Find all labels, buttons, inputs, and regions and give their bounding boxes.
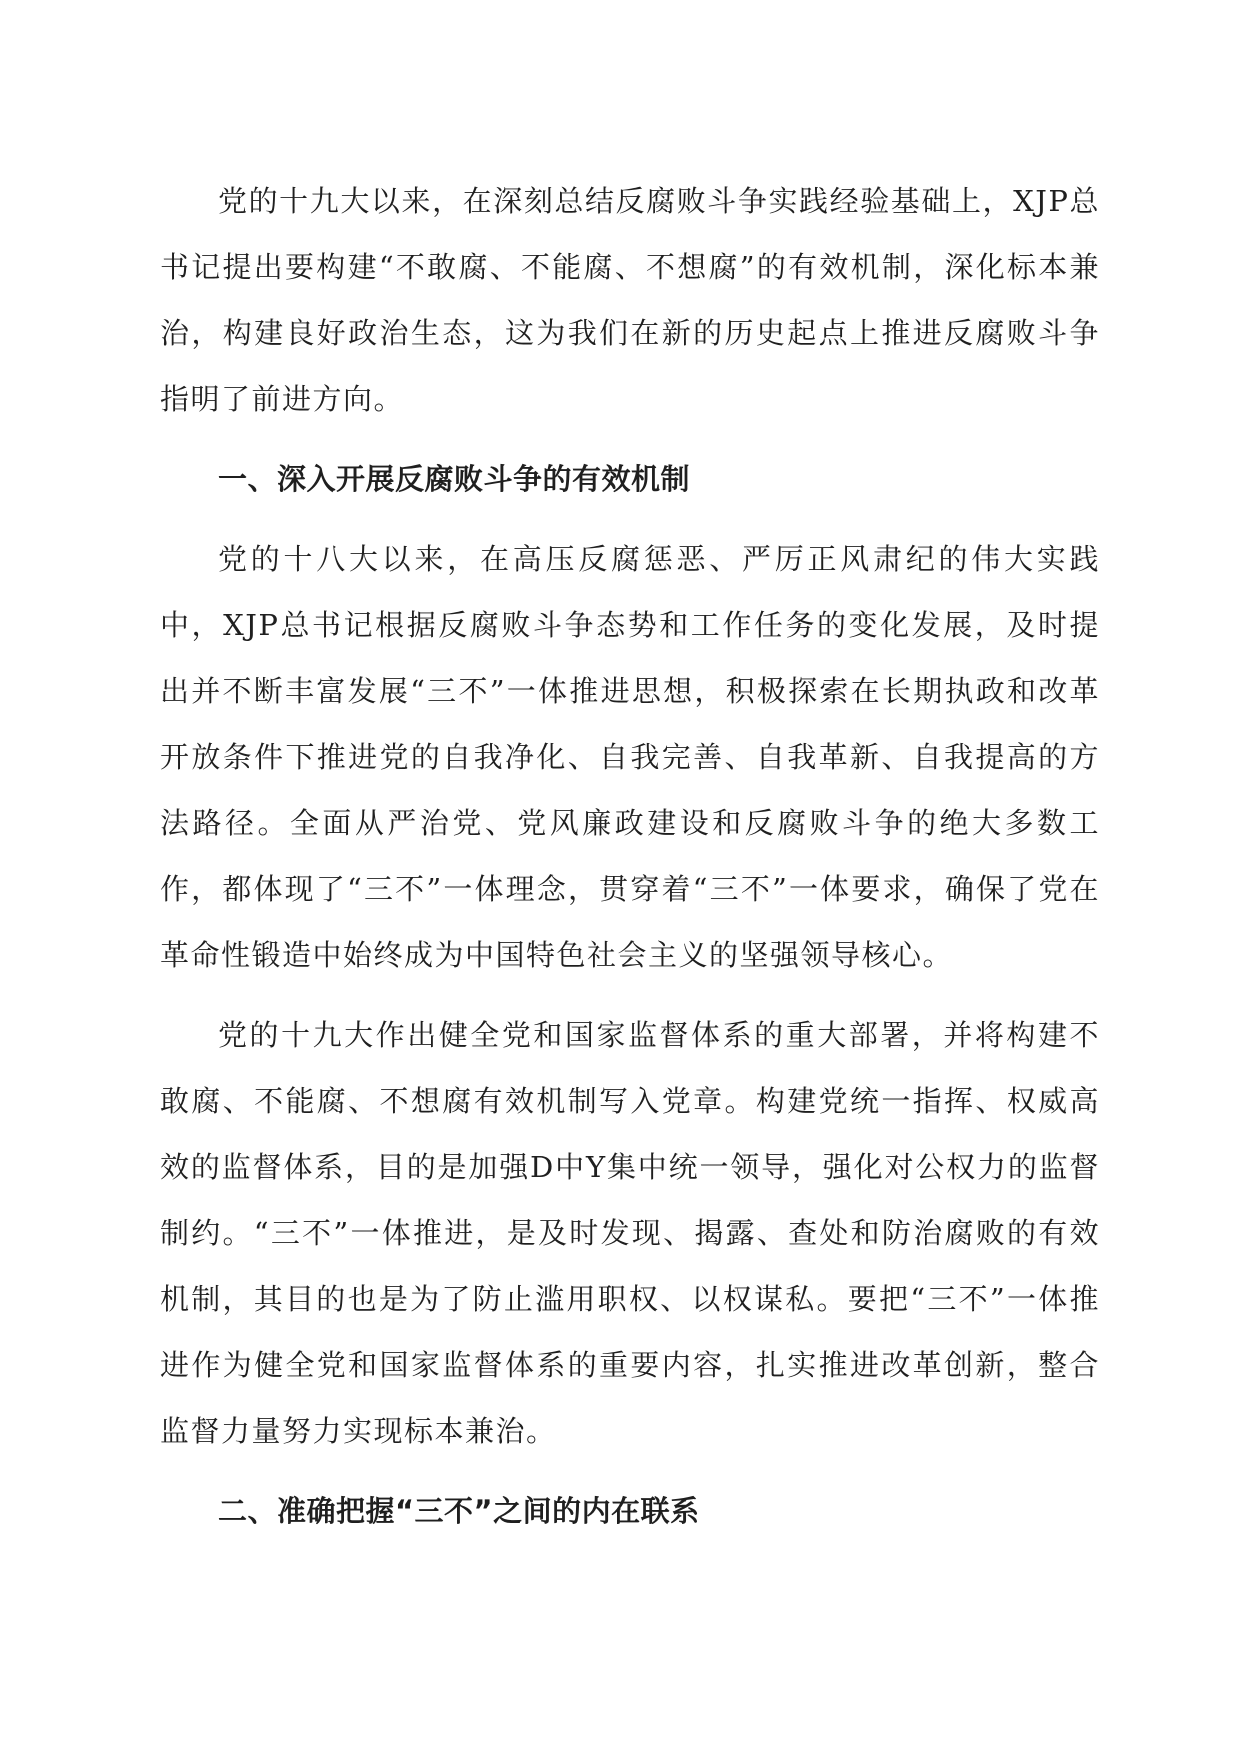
paragraph-intro: 党的十九大以来，在深刻总结反腐败斗争实践经验基础上，XJP总书记提出要构建“不敢腐、不能腐、不想腐”的有效机制，深化标本兼治，构建良好政治生态，这为我们在新的历史起点上推进反腐败斗争指明了前进方向。 [160,184,1100,416]
document-body [160,168,1100,1544]
section-heading-2: 二、准确把握“三不”之间的内在联系 [218,1494,700,1528]
paragraph-section-1-b: 党的十九大作出健全党和国家监督体系的重大部署，并将构建不敢腐、不能腐、不想腐有效机制写入党章。构建党统一指挥、权威高效的监督体系，目的是加强D中Y集中统一领导，强化对公权力的监督制约。“三不”一体推进，是及时发现、揭露、查处和防治腐败的有效机制，其目的也是为了防止滥用职权、以权谋私。要把“三不”一体推进作为健全党和国家监督体系的重要内容，扎实推进改革创新，整合监督力量努力实现标本兼治。 [160,1018,1100,1448]
section-heading-1: 一、深入开展反腐败斗争的有效机制 [218,462,691,496]
paragraph-section-1-a: 党的十八大以来，在高压反腐惩恶、严厉正风肃纪的伟大实践中，XJP总书记根据反腐败斗争态势和工作任务的变化发展，及时提出并不断丰富发展“三不”一体推进思想，积极探索在长期执政和改革开放条件下推进党的自我净化、自我完善、自我革新、自我提高的方法路径。全面从严治党、党风廉政建设和反腐败斗争的绝大多数工作，都体现了“三不”一体理念，贯穿着“三不”一体要求，确保了党在革命性锻造中始终成为中国特色社会主义的坚强领导核心。 [160,542,1100,972]
